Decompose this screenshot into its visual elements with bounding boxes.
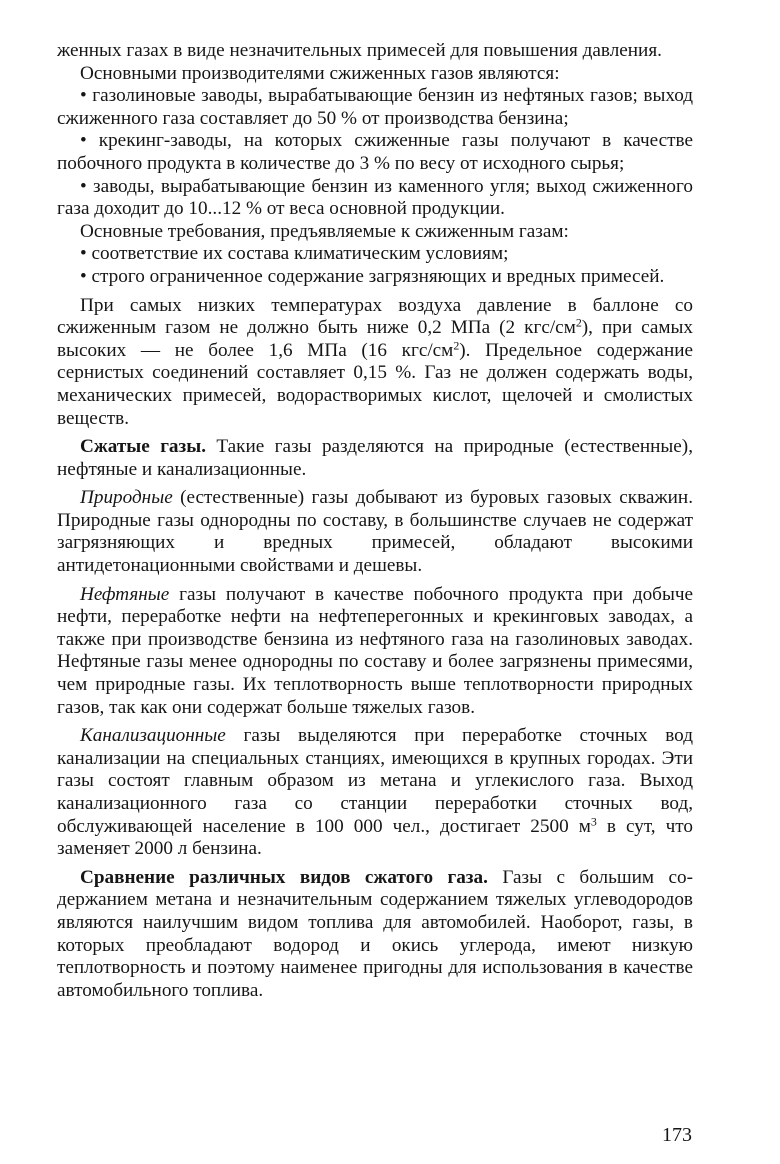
paragraph-pressure: При самых низких температурах воздуха давление в баллоне со сжиженным газом не должно быть ниже 0,2 МПа (2 кгс/$см^2$), при самых высоких — не более 1,6 МПа (16 кгс/$см^2$). Предельное содержание сернистых соединений составляет 0,15 %. Газ не должен содержать воды, механических примесей, водорастворимых кислот, щелочей и смолистых веществ. — [57, 294, 693, 429]
heading-comparison: Сравнение различных видов сжатого газа. — [80, 866, 488, 888]
paragraph-oil-gases: Нефтяные газы получают в качестве побочного продукта при добыче нефти, переработке нефти на нефтеперегонных и крекинговых заводах, а также при производстве бензина из нефтяного газа на газолиновых заводах. Нефтяные газы менее однородны по составу и более загрязнены примесями, чем природные газы. Их теплотворность выше теплотворности природных газов, так как они содержат больше тяжелых газов. — [57, 583, 693, 718]
paragraph-natural-gases: Природные (естественные) газы добывают из буровых газовых скважин. Природные газы однородны по составу, в большинстве случаев не содержат загрязняющих и вредных примесей, обладают высокими антидетонационными свойствами и дешевы. — [57, 487, 693, 577]
body-text — [57, 40, 693, 1002]
paragraph-continuation: женных газах в виде незначительных примесей для повышения давления. — [57, 40, 662, 61]
paragraph-compressed-gases: Сжатые газы. Такие газы разделяются на природные (естественные), нефтяные и канализационные. — [57, 436, 693, 480]
heading-compressed-gases: Сжатые газы. — [80, 436, 206, 458]
paragraph-sewage-gases: Канализационные газы выделяются при переработке сточных вод канализации на специальных станциях, имеющихся в крупных городах. Эти газы состоят главным образом из метана и углекислого газа. Выход канализационного газа со станции переработки сточных вод, обслуживающей население в 100 000 чел., достигает 2500 $м^3$ в сут, что заменяет 2000 л бензина. — [57, 725, 693, 860]
list-item-cracking-plants: • крекинг-заводы, на которых сжиженные газы получают в качестве побочного продукта в количестве до 3 % по весу от исходного сырья; — [57, 130, 693, 174]
list-item-gasoline-plants: • газолиновые заводы, вырабатывающие бензин из нефтяных газов; выход сжиженного газа составляет до 50 % от производства бензина; — [57, 85, 693, 129]
paragraph-comparison: Сравнение различных видов сжатого газа. Газы с большим содержанием метана и незначительным содержанием тяжелых углеводородов являются наилучшим видом топлива для автомобилей. Наоборот, газы, в которых преобладают водород и окись углерода, имеют низкую теплотворность и поэтому наименее пригодны для использования в качестве автомобильного топлива. — [57, 866, 694, 1001]
page-number: 173 — [662, 1124, 692, 1146]
term-sewage: Канализационные — [80, 725, 226, 747]
term-natural: Природные — [80, 487, 173, 509]
paragraph-producers-intro: Основными производителями сжиженных газов являются: — [80, 62, 560, 84]
list-item-coal-plants: • заводы, вырабатывающие бензин из каменного угля; выход сжиженного газа доходит до 10...12 % от веса основной продукции. — [57, 175, 693, 220]
term-oil: Нефтяные — [80, 583, 170, 605]
list-item-climate: • соответствие их состава климатическим условиям; — [80, 243, 509, 265]
paragraph-requirements-intro: Основные требования, предъявляемые к сжиженным газам: — [80, 220, 569, 242]
list-item-impurities: • строго ограниченное содержание загрязняющих и вредных примесей. — [80, 265, 665, 287]
